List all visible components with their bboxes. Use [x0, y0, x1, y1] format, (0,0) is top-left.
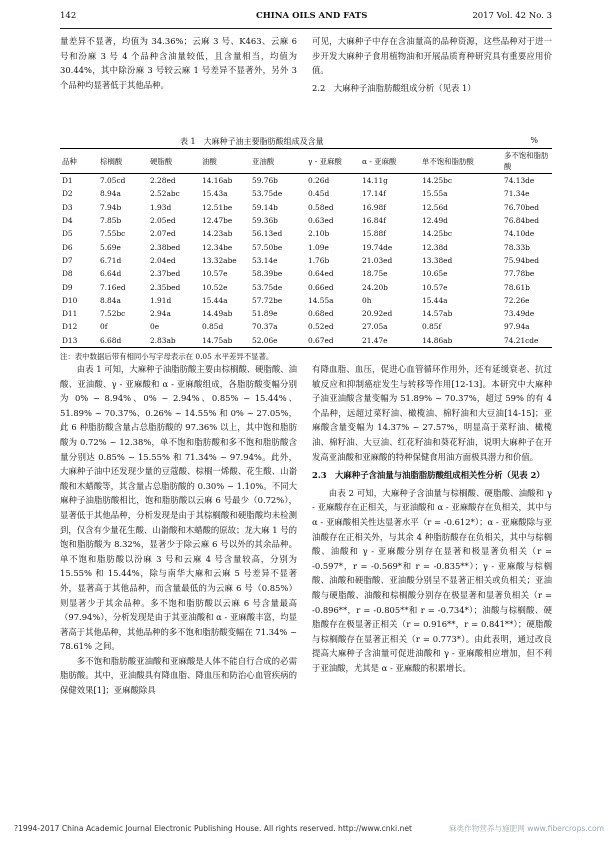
- table-cell: 12.47be: [202, 216, 233, 226]
- table-cell: 76.70bed: [504, 202, 539, 212]
- left-top-column: [60, 34, 297, 92]
- table-cell: 59.36b: [252, 216, 278, 226]
- page-number: 142: [60, 11, 77, 21]
- table-cell: 15.88f: [362, 229, 386, 239]
- row-label: D2: [62, 189, 73, 199]
- table-cell: 97.94a: [504, 322, 530, 332]
- table-cell: 10.57e: [422, 282, 448, 292]
- table-cell: 0f: [100, 322, 108, 332]
- fatty-acid-table: [60, 148, 552, 348]
- table-cell: 0.45d: [308, 189, 330, 199]
- table-cell: 2.10b: [308, 229, 330, 239]
- table-cell: 0.64ed: [308, 269, 334, 279]
- table-row: [60, 320, 552, 333]
- table-cell: 2.07ed: [150, 229, 176, 239]
- table-cell: 7.94b: [100, 202, 122, 212]
- table-cell: 14.23ab: [202, 229, 233, 239]
- copyright-line: ?1994-2017 China Academic Journal Electronic Publishing House. All rights reserved. http://www.cnki.net: [14, 824, 413, 833]
- right-body-column: [312, 362, 552, 675]
- row-label: D4: [62, 216, 73, 226]
- table-cell: 16.84f: [362, 216, 386, 226]
- left-body-column: [60, 362, 297, 698]
- row-label: D8: [62, 269, 73, 279]
- table-cell: 14.57ab: [422, 309, 453, 319]
- table-cell: 18.75e: [362, 269, 388, 279]
- table-cell: 14.11g: [362, 176, 388, 186]
- table-row: [60, 214, 552, 227]
- row-label: D6: [62, 242, 73, 252]
- table-cell: 14.16ab: [202, 176, 233, 186]
- table-cell: 1.93d: [150, 202, 172, 212]
- table-caption: 表 1 大麻种子油主要脂肪酸组成及含量: [180, 137, 324, 146]
- table-cell: 74.13de: [504, 176, 535, 186]
- left-top-paragraph: 量差异不显著，均值为 34.36%；云麻 3 号、K463、云麻 6 号和汾麻 3 号 4 个品种含油量较低，且含量相当，均值为 30.44%，其中除汾麻 3 号较云麻 1 号差异不显著外，另外 3 个品种均显著低于其他品种。: [60, 36, 297, 90]
- table-row: [60, 227, 552, 240]
- table-cell: 57.50be: [252, 242, 283, 252]
- col-header: 品种: [60, 149, 98, 174]
- table-note: 注：表中数据后带有相同小写字母表示在 0.05 水平差异不显著。: [60, 351, 274, 361]
- table-cell: 14.75ab: [200, 334, 250, 348]
- col-header: α - 亚麻酸: [360, 149, 420, 174]
- table-cell: 51.89e: [252, 309, 278, 319]
- table-cell: 73.49de: [504, 309, 535, 319]
- table-cell: 12.49d: [422, 216, 448, 226]
- table-cell: 10.57e: [202, 269, 228, 279]
- table-cell: 72.26e: [504, 295, 530, 305]
- table-cell: 70.37a: [252, 322, 278, 332]
- section-2-2-heading: 2.2 大麻种子油脂肪酸组成分析（见表 1）: [312, 82, 476, 93]
- table-cell: 15.55a: [422, 189, 448, 199]
- col-header: 单不饱和脂肪酸: [420, 149, 502, 174]
- page-footer: [14, 824, 604, 833]
- table-cell: 0h: [362, 295, 372, 305]
- table-cell: 0e: [150, 322, 160, 332]
- table-row: [60, 187, 552, 200]
- table-cell: 75.94bed: [504, 255, 539, 265]
- table-cell: 14.55a: [308, 295, 334, 305]
- table-cell: 24.20b: [362, 282, 388, 292]
- row-label: D7: [62, 255, 73, 265]
- row-label: D5: [62, 229, 73, 239]
- table-row: [60, 267, 552, 280]
- volume-info: 2017 Vol. 42 No. 3: [472, 11, 552, 21]
- table-cell: 2.28ed: [150, 176, 176, 186]
- table-cell: 0.58ed: [308, 202, 334, 212]
- table-row: [60, 254, 552, 267]
- right-paragraph-1: 有降血脂、血压，促进心血管循环作用外，还有延缓衰老、抗过敏反应和抑制癌症发生与转移等作用[12-13]。本研究中大麻种子油亚油酸含量变幅为 51.89% ~ 70.37%，超过 59% 的有 4 个品种，远超过菜籽油、橄榄油、棉籽油和大豆油[14-15]；亚麻酸含量变幅为 14.37% ~ 27.57%，明显高于菜籽油、橄榄油、棉籽油、大豆油、红花籽油和葵花籽油，说明大麻种子在开发高亚油酸和亚麻酸的特种保健食用油方面极具潜力和价值。: [312, 364, 552, 462]
- col-header: 多不饱和脂肪酸: [502, 149, 552, 174]
- table-cell: 1.91d: [150, 295, 172, 305]
- table-cell: 52.06e: [250, 334, 306, 348]
- table-cell: 14.86ab: [420, 334, 502, 348]
- right-top-paragraph: 可见，大麻种子中存在含油量高的品种资源，这些品种对于进一步开发大麻种子食用植物油和开展品质育种研究具有重要应用价值。: [312, 36, 552, 76]
- table-cell: 12.56d: [422, 202, 448, 212]
- table-cell: 0.66ed: [308, 282, 334, 292]
- table-cell: 0.63ed: [308, 216, 334, 226]
- table-cell: 19.74de: [362, 242, 393, 252]
- table-cell: 7.55bc: [100, 229, 126, 239]
- table-row: [60, 294, 552, 307]
- table-cell: 14.49ab: [202, 309, 233, 319]
- table-cell: 27.05a: [362, 322, 388, 332]
- table-row: [60, 307, 552, 320]
- table-cell: 7.16ed: [100, 282, 126, 292]
- table-cell: 2.04ed: [150, 255, 176, 265]
- table-cell: 71.34e: [504, 189, 530, 199]
- header-rule: [60, 28, 552, 29]
- table-caption-row: [60, 136, 552, 148]
- table-cell: 53.75de: [252, 282, 283, 292]
- table-cell: 10.65e: [422, 269, 448, 279]
- table-cell: 20.92ed: [362, 309, 393, 319]
- table-row: [60, 201, 552, 214]
- table-cell: 0.52ed: [308, 322, 334, 332]
- table-cell: 13.32abe: [202, 255, 237, 265]
- left-paragraph-2: 多不饱和脂肪酸亚油酸和亚麻酸是人体不能自行合成的必需脂肪酸。其中，亚油酸具有降血脂、降血压和防治心血管疾病的保健效果[1]；亚麻酸除具: [60, 655, 297, 696]
- row-label: D12: [62, 322, 78, 332]
- right-top-column: [312, 34, 552, 95]
- table-cell: 77.78be: [504, 269, 535, 279]
- table-cell: 16.98f: [362, 202, 386, 212]
- table-1: [60, 136, 552, 362]
- table-cell: 0.85f: [422, 322, 442, 332]
- col-header: 亚油酸: [250, 149, 306, 174]
- table-cell: 74.10de: [504, 229, 535, 239]
- table-cell: 14.25bc: [422, 176, 453, 186]
- table-cell: 6.64d: [100, 269, 122, 279]
- table-header-row: [60, 149, 552, 174]
- table-cell: 0.26d: [308, 176, 330, 186]
- table-unit: %: [530, 136, 538, 145]
- watermark-text: 麻类作物营养与施肥网 www.fibercrops.com: [448, 824, 604, 833]
- table-row: [60, 280, 552, 293]
- table-cell: 0.68ed: [308, 309, 334, 319]
- table-cell: 59.76b: [252, 176, 278, 186]
- table-cell: 15.44a: [422, 295, 448, 305]
- table-cell: 7.05cd: [100, 176, 126, 186]
- table-cell: 2.38bed: [150, 242, 181, 252]
- table-cell: 17.14f: [362, 189, 386, 199]
- table-cell: 13.38ed: [422, 255, 453, 265]
- col-header: 油酸: [200, 149, 250, 174]
- table-cell: 21.47e: [360, 334, 420, 348]
- table-cell: 2.35bed: [150, 282, 181, 292]
- table-cell: 0.85d: [202, 322, 224, 332]
- table-cell: 15.43a: [202, 189, 228, 199]
- col-header: 硬脂酸: [148, 149, 200, 174]
- table-cell: 53.14e: [252, 255, 278, 265]
- table-cell: 58.39be: [252, 269, 283, 279]
- table-cell: 6.71d: [100, 255, 122, 265]
- table-row: [60, 174, 552, 188]
- table-cell: 74.21cde: [502, 334, 552, 348]
- table-cell: 1.76b: [308, 255, 330, 265]
- col-header: 棕榈酸: [98, 149, 148, 174]
- row-label: D1: [62, 176, 73, 186]
- table-cell: 12.38d: [422, 242, 448, 252]
- table-cell: 8.94a: [100, 189, 121, 199]
- table-cell: 7.85b: [100, 216, 122, 226]
- running-header: [60, 11, 552, 25]
- table-cell: 12.51be: [202, 202, 233, 212]
- table-cell: 76.84bed: [504, 216, 539, 226]
- row-label: D13: [60, 334, 98, 348]
- table-cell: 7.52bc: [100, 309, 126, 319]
- table-cell: 6.68d: [98, 334, 148, 348]
- table-cell: 21.03ed: [362, 255, 393, 265]
- table-cell: 2.05ed: [150, 216, 176, 226]
- table-cell: 0.67ed: [306, 334, 360, 348]
- table-cell: 57.72be: [252, 295, 283, 305]
- right-paragraph-2: 由表 2 可知，大麻种子含油量与棕榈酸、硬脂酸、油酸和 γ - 亚麻酸存在正相关，与亚油酸和 α - 亚麻酸存在负相关，其中与 α - 亚麻酸相关性达显著水平（r = -0.612*）；α - 亚麻酸除与亚油酸存在正相关外，与其余 4 种脂肪酸存在负相关，其中与棕榈酸、油酸和 γ - 亚麻酸分别存在显著和极显著负相关（r = -0.597*，r = -0.569*和 r = -0.835**）；γ - 亚麻酸与棕榈酸、油酸和硬脂酸、亚油酸分别呈不显著正相关或负相关；亚油酸与硬脂酸、油酸和棕榈酸分别存在极显著和显著负相关（r = -0.896**，r = -0.805**和 r = -0.734*）；油酸与棕榈酸、硬脂酸存在极显著正相关（r = 0.916**，r = 0.841**）；硬脂酸与棕榈酸存在显著正相关（r = 0.773*）。由此表明，通过改良提高大麻种子含油量可促进油酸和 γ - 亚麻酸相应增加，但不利于亚油酸，尤其是 α - 亚麻酸的积累增长。: [312, 487, 552, 673]
- table-cell: 78.61b: [504, 282, 530, 292]
- section-2-3-heading: 2.3 大麻种子含油量与油脂脂肪酸组成相关性分析（见表 2）: [312, 470, 545, 481]
- table-cell: 5.69e: [100, 242, 121, 252]
- table-cell: 59.14b: [252, 202, 278, 212]
- table-cell: 78.33b: [504, 242, 530, 252]
- row-label: D11: [62, 309, 78, 319]
- col-header: γ - 亚麻酸: [306, 149, 360, 174]
- row-label: D3: [62, 202, 73, 212]
- table-cell: 2.83ab: [148, 334, 200, 348]
- row-label: D10: [62, 295, 78, 305]
- table-cell: 10.52e: [202, 282, 228, 292]
- table-row: [60, 240, 552, 253]
- row-label: D9: [62, 282, 73, 292]
- table-cell: 12.34be: [202, 242, 233, 252]
- table-cell: 2.37bed: [150, 269, 181, 279]
- table-cell: 56.13ed: [252, 229, 283, 239]
- left-paragraph-1: 由表 1 可知，大麻种子油脂肪酸主要由棕榈酸、硬脂酸、油酸、亚油酸、γ - 亚麻酸和 α - 亚麻酸组成，各脂肪酸变幅分别为 0% ~ 8.94%、0% ~ 2.94%、0.85% ~ 15.44%、51.89% ~ 70.37%、0.26% ~ 14.55% 和 0% ~ 27.05%，此 6 种脂肪酸含量占总脂肪酸的 97.36% 以上，其中饱和脂肪酸为 0.72% ~ 12.38%，单不饱和脂肪酸和多不饱和脂肪酸含量分别达 0.85% ~ 15.55% 和 71.34% ~ 97.94%。此外，大麻种子油中还发现少量的豆蔻酸、棕榈一烯酸、花生酸、山嵛酸和木蜡酸等，其含量占总脂肪酸的 0.30% ~ 1.10%。不同大麻种子油脂肪酸相比，饱和脂肪酸以云麻 6 号最少（0.72%），显著低于其他品种，分析发现是由于其棕榈酸和硬脂酸均未检测到，仅含有少量花生酸、山嵛酸和木蜡酸的原故；龙大麻 1 号的饱和脂肪酸为 8.32%，显著少于除云麻 6 号以外的其余品种。单不饱和脂肪酸以汾麻 3 号和云麻 4 号含量较高，分别为 15.55% 和 15.44%，除与南华大麻和云麻 5 号差异不显著外，显著高于其他品种，而含量最低的为云麻 6 号（0.85%）则显著少于其余品种。多不饱和脂肪酸以云麻 6 号含量最高（97.94%），分析发现是由于其亚油酸和 α - 亚麻酸丰富，均显著高于其他品种，其他品种的多不饱和脂肪酸变幅在 71.34% ~ 78.61% 之间。: [60, 364, 297, 652]
- table-cell: 53.75de: [252, 189, 283, 199]
- table-cell: 15.44a: [202, 295, 228, 305]
- table-cell: 2.52abc: [150, 189, 180, 199]
- table-cell: 14.25bc: [422, 229, 453, 239]
- table-cell: 2.94a: [150, 309, 171, 319]
- journal-name: CHINA OILS AND FATS: [256, 11, 368, 21]
- table-cell: 1.09e: [308, 242, 329, 252]
- table-cell: 8.84a: [100, 295, 121, 305]
- table-row: [60, 334, 552, 348]
